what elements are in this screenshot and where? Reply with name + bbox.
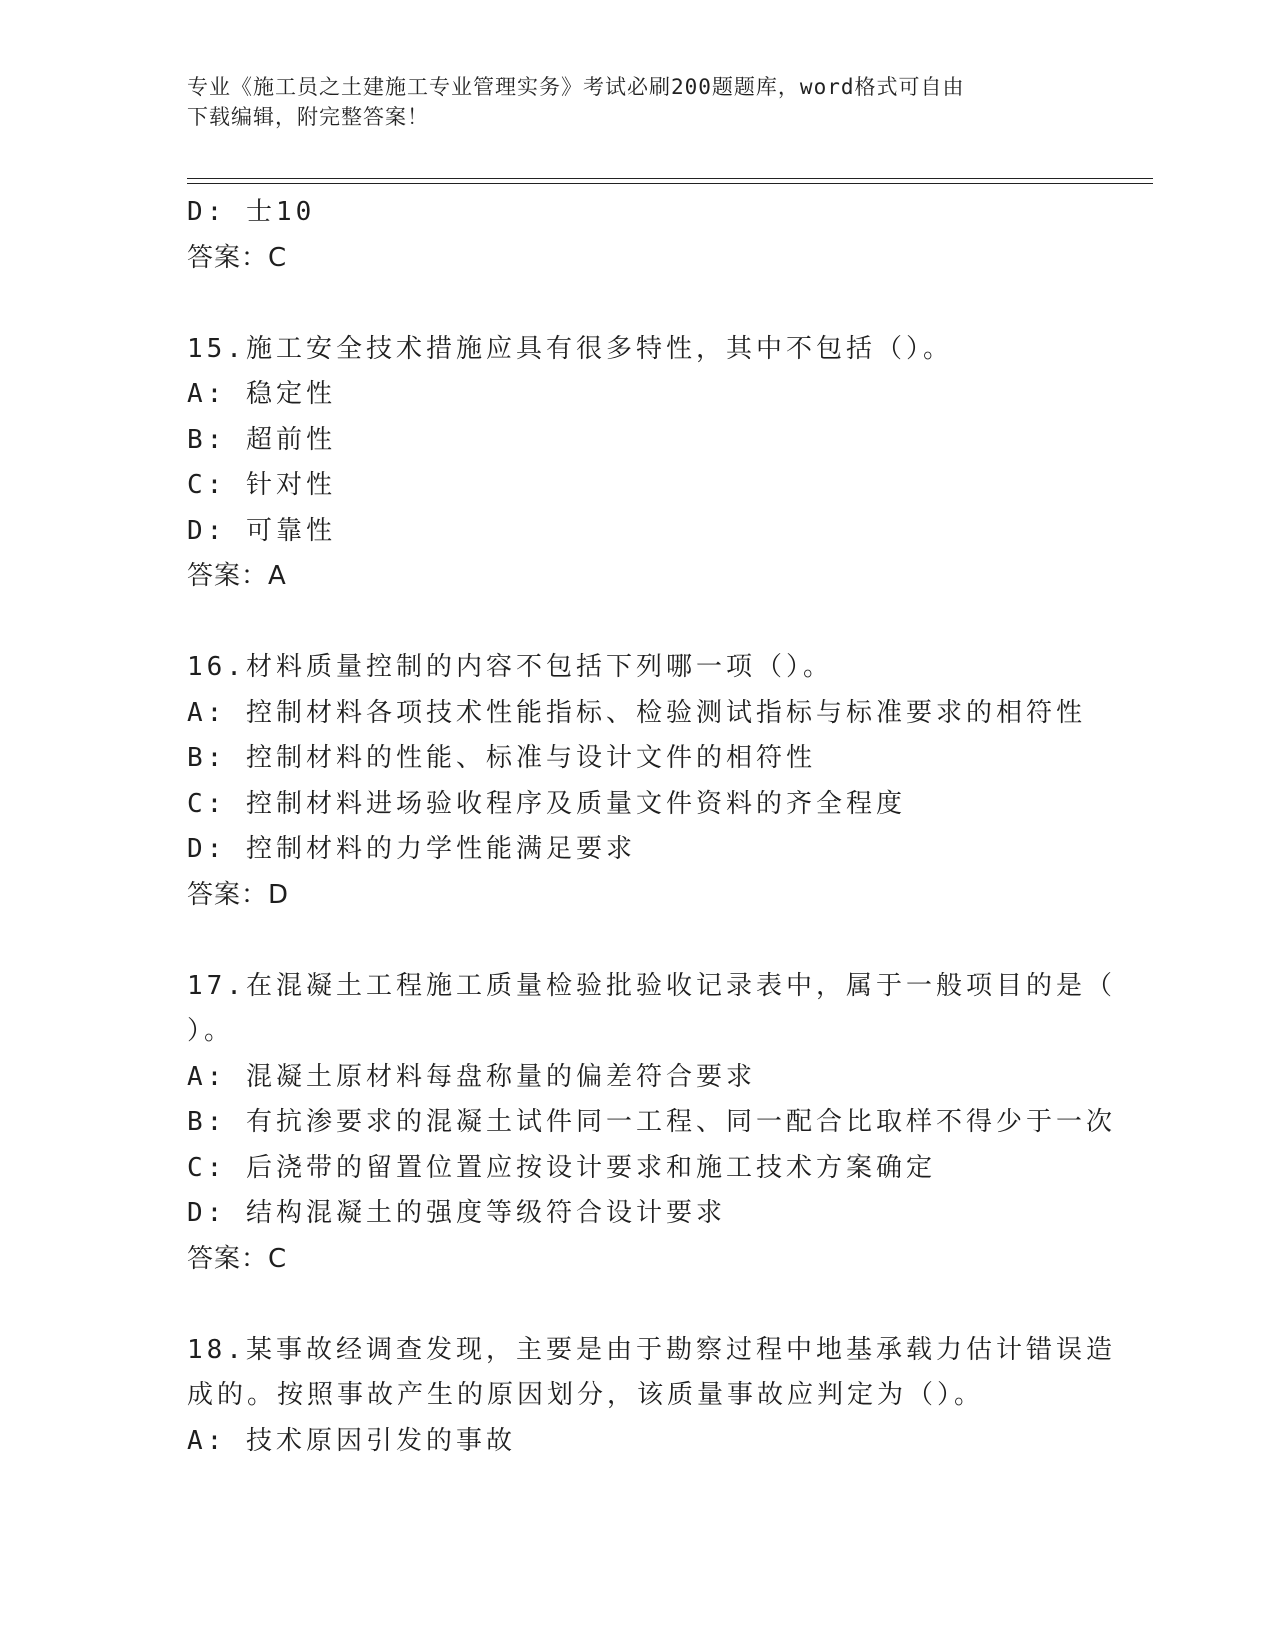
- question-stem: 17.在混凝土工程施工质量检验批验收记录表中，属于一般项目的是（: [187, 970, 1116, 1001]
- question-16: [187, 645, 1087, 918]
- option-c: C: 控制材料进场验收程序及质量文件资料的齐全程度: [187, 788, 906, 819]
- header-divider-top: [187, 178, 1153, 179]
- question-18: [187, 1328, 1116, 1465]
- question-15: [187, 327, 1087, 600]
- document-header: [187, 72, 1067, 132]
- question-17: [187, 964, 1116, 1283]
- spacer: [187, 1282, 1087, 1328]
- header-line-2: 下载编辑，附完整答案！: [187, 105, 429, 129]
- option-a: A: 混凝土原材料每盘称量的偏差符合要求: [187, 1061, 756, 1092]
- option-b: B: 有抗渗要求的混凝土试件同一工程、同一配合比取样不得少于一次: [187, 1107, 1116, 1137]
- question-stem: 15.施工安全技术措施应具有很多特性，其中不包括（）。: [187, 333, 953, 364]
- header-line-1: 专业《施工员之土建施工专业管理实务》考试必刷200题题库，word格式可自由: [187, 75, 965, 99]
- question-stem-continued: ）。: [187, 1016, 235, 1046]
- document-body: [187, 190, 1116, 1464]
- option-c: C: 后浇带的留置位置应按设计要求和施工技术方案确定: [187, 1152, 936, 1183]
- option-a: A: 技术原因引发的事故: [187, 1425, 516, 1456]
- prev-option-d: D: 士10: [187, 197, 316, 227]
- answer: 答案：C: [187, 1243, 288, 1274]
- answer: 答案：D: [187, 879, 290, 910]
- option-a: A: 控制材料各项技术性能指标、检验测试指标与标准要求的相符性: [187, 697, 1086, 728]
- option-c: C: 针对性: [187, 470, 336, 500]
- option-d: D: 控制材料的力学性能满足要求: [187, 834, 636, 864]
- option-d: D: 可靠性: [187, 515, 336, 546]
- spacer: [187, 281, 1087, 327]
- answer: 答案：A: [187, 561, 287, 591]
- question-stem: 18.某事故经调查发现，主要是由于勘察过程中地基承载力估计错误造: [187, 1334, 1116, 1365]
- spacer: [187, 918, 1087, 964]
- option-b: B: 控制材料的性能、标准与设计文件的相符性: [187, 743, 816, 773]
- spacer: [187, 600, 1087, 646]
- option-a: A: 稳定性: [187, 379, 336, 409]
- question-stem: 16.材料质量控制的内容不包括下列哪一项（）。: [187, 652, 833, 682]
- question-stem-continued: 成的。按照事故产生的原因划分，该质量事故应判定为（）。: [187, 1380, 985, 1410]
- option-d: D: 结构混凝土的强度等级符合设计要求: [187, 1198, 726, 1228]
- header-divider-bottom: [187, 183, 1153, 184]
- prev-answer: 答案：C: [187, 242, 288, 273]
- option-b: B: 超前性: [187, 424, 336, 455]
